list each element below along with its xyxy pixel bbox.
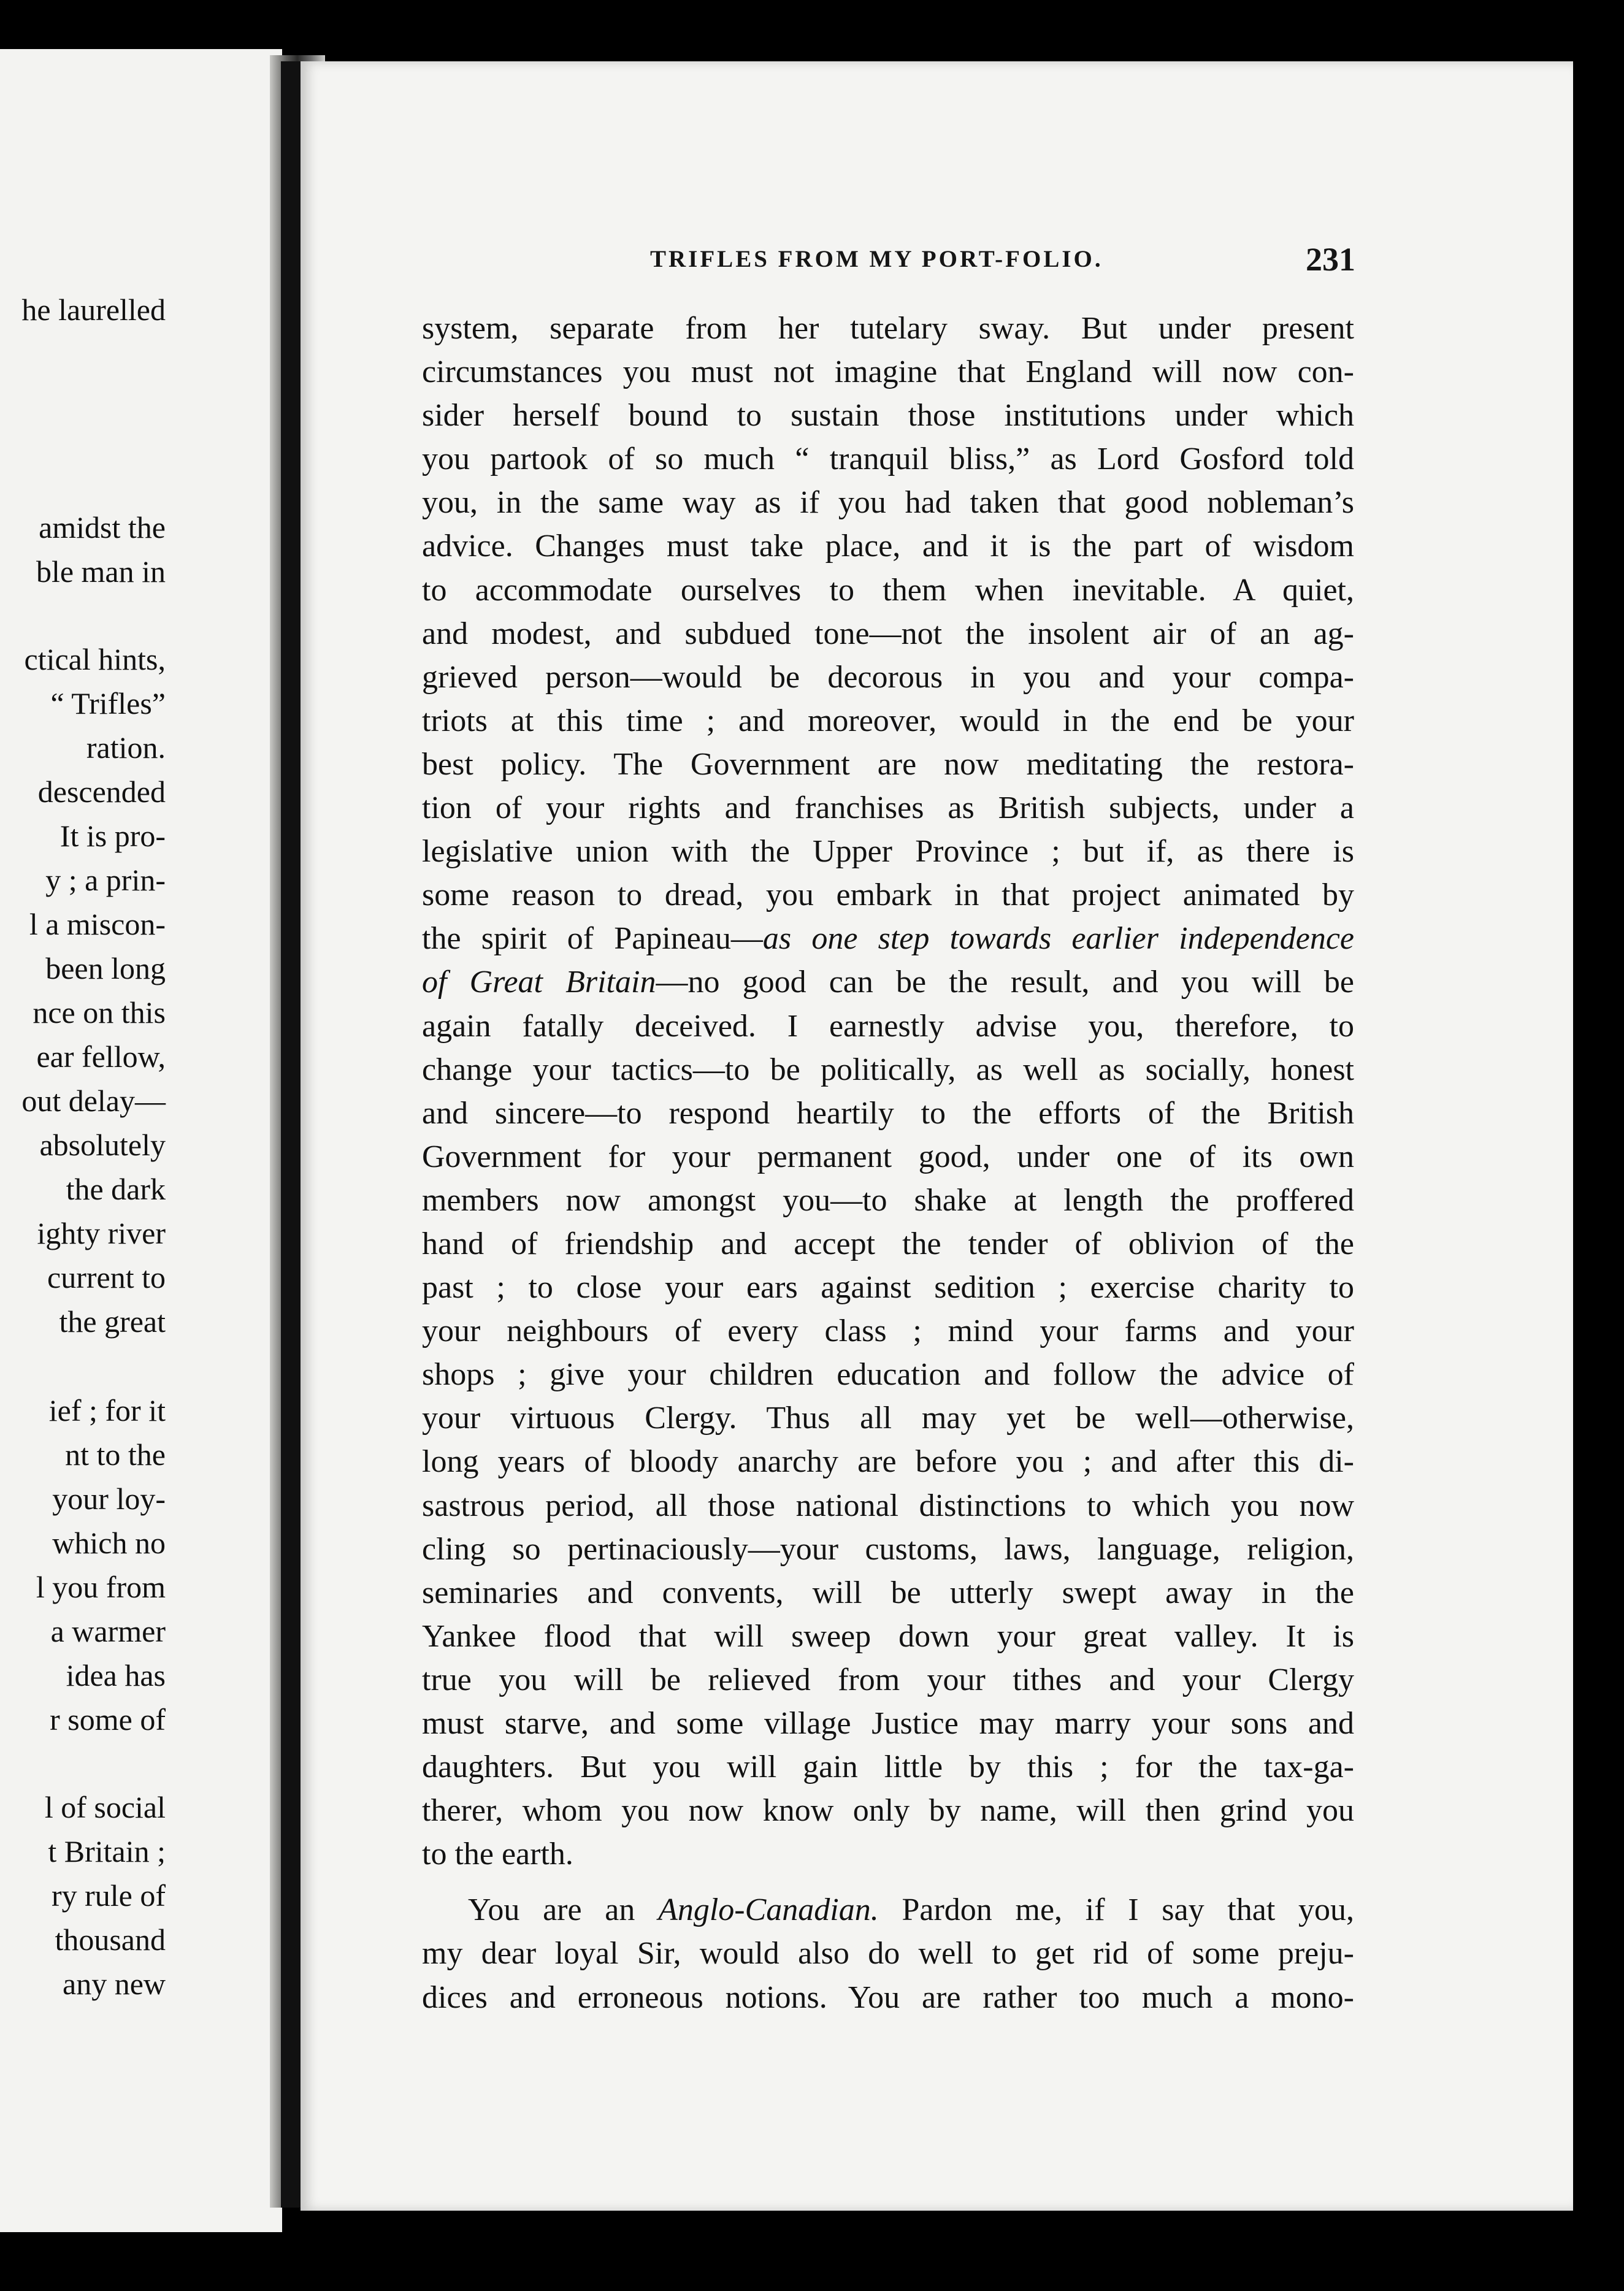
text-line: change your tactics—to be politically, as well as socially, honest (422, 1052, 1354, 1087)
text-segment: Pardon me, if I say that you, (878, 1892, 1354, 1928)
left-page-line: ry rule of (51, 1878, 166, 1913)
page-number: 231 (1306, 241, 1355, 278)
text-line: again fatally deceived. I earnestly advise you, therefore, to (422, 1008, 1354, 1044)
text-line: and sincere—to respond heartily to the efforts of the British (422, 1095, 1354, 1131)
text-line: long years of bloody anarchy are before you ; and after this di- (422, 1444, 1354, 1480)
left-page-line: a warmer (50, 1614, 166, 1648)
left-page-line: ighty river (37, 1216, 166, 1250)
text-line: your neighbours of every class ; mind your farms and your (422, 1314, 1354, 1349)
left-page-line: ration. (86, 730, 166, 765)
text-line (422, 1888, 1354, 1932)
text-line: cling so pertinaciously—your customs, laws, language, religion, (422, 1531, 1354, 1567)
text-line (422, 917, 1354, 960)
left-page-line: t Britain ; (48, 1834, 166, 1868)
text-line: sider herself bound to sustain those institutions under which (422, 398, 1354, 434)
text-line: true you will be relieved from your tithes and your Clergy (422, 1662, 1354, 1697)
text-line: tion of your rights and franchises as British subjects, under a (422, 790, 1354, 826)
left-page-line: ear fellow, (36, 1039, 166, 1074)
text-line: seminaries and convents, will be utterly swept away in the (422, 1575, 1354, 1610)
text-line: Yankee flood that will sweep down your great valley. It is (422, 1618, 1354, 1654)
left-page-line: he laurelled (21, 293, 166, 327)
left-page-line: which no (52, 1526, 166, 1560)
page-header (650, 241, 1355, 288)
text-segment: —no good can be the result, and you will be (656, 965, 1354, 1000)
text-line: circumstances you must not imagine that England will now con- (422, 354, 1354, 390)
running-head: TRIFLES FROM MY PORT-FOLIO. (650, 246, 1103, 272)
italic-phrase: of Great Britain (422, 965, 656, 1000)
text-line: daughters. But you will gain little by this ; for the tax-ga- (422, 1750, 1354, 1785)
text-line: Government for your permanent good, under one of its own (422, 1139, 1354, 1174)
text-line: you partook of so much “ tranquil bliss,” as Lord Gosford told (422, 442, 1354, 477)
left-page-line: idea has (66, 1658, 166, 1692)
left-page-line: ble man in (36, 554, 166, 589)
left-page-line: any new (63, 1967, 166, 2001)
left-page-line: ief ; for it (48, 1393, 166, 1428)
text-line: hand of friendship and accept the tender of oblivion of the (422, 1226, 1354, 1261)
left-page-line: been long (45, 951, 166, 985)
text-line: members now amongst you—to shake at length the proffered (422, 1182, 1354, 1218)
left-page-line: current to (47, 1260, 166, 1295)
left-page-line: out delay— (21, 1084, 166, 1118)
left-page-line: nt to the (65, 1437, 166, 1472)
left-page-line: “ Trifles” (50, 686, 166, 721)
left-page-line: nce on this (33, 995, 166, 1030)
left-page-line: y ; a prin- (45, 863, 166, 897)
body-text (422, 307, 1354, 2019)
left-page-line: l you from (36, 1570, 166, 1604)
text-line: must starve, and some village Justice may marry your sons and (422, 1706, 1354, 1741)
text-line: best policy. The Government are now meditating the restora- (422, 746, 1354, 782)
left-page-line: the great (59, 1304, 166, 1339)
left-page-line: l a miscon- (29, 907, 166, 941)
left-page-line: amidst the (39, 510, 166, 545)
text-line: shops ; give your children education and follow the advice of (422, 1357, 1354, 1393)
text-line: to accommodate ourselves to them when inevitable. A quiet, (422, 572, 1354, 608)
previous-page-fragment (0, 49, 282, 2232)
text-line: advice. Changes must take place, and it is the part of wisdom (422, 529, 1354, 564)
text-line: triots at this time ; and moreover, would in the end be your (422, 703, 1354, 738)
text-line: dices and erroneous notions. You are rather too much a mono- (422, 1979, 1354, 2015)
left-page-line: It is pro- (59, 819, 166, 853)
text-line: grieved person—would be decorous in you and your compa- (422, 659, 1354, 695)
text-line: therer, whom you now know only by name, will then grind you (422, 1793, 1354, 1829)
left-page-line: your loy- (52, 1482, 166, 1516)
paragraph-gap (422, 1876, 1354, 1888)
text-line: to the earth. (422, 1837, 573, 1872)
text-line: my dear loyal Sir, would also do well to get rid of some preju- (422, 1936, 1354, 1972)
text-line: system, separate from her tutelary sway. But under present (422, 311, 1354, 346)
text-line: and modest, and subdued tone—not the insolent air of an ag- (422, 616, 1354, 651)
italic-phrase: Anglo-Canadian. (658, 1892, 879, 1928)
text-segment: You are an (468, 1892, 659, 1928)
italic-phrase: as one step towards earlier independence (762, 921, 1354, 957)
left-page-bleedthrough (0, 337, 166, 374)
text-line: past ; to close your ears against sedition ; exercise charity to (422, 1270, 1354, 1306)
left-page-line: r some of (50, 1702, 166, 1737)
text-line (422, 960, 1354, 1004)
text-line: sastrous period, all those national distinctions to which you now (422, 1488, 1354, 1523)
text-segment: the spirit of Papineau— (422, 921, 763, 957)
text-line: some reason to dread, you embark in that project animated by (422, 878, 1354, 913)
left-page-line: absolutely (39, 1128, 166, 1162)
left-page-line: thousand (55, 1922, 166, 1957)
gutter-shadow (281, 61, 303, 2208)
text-line: legislative union with the Upper Province ; but if, as there is (422, 834, 1354, 870)
left-page-line: l of social (44, 1790, 166, 1824)
text-line: your virtuous Clergy. Thus all may yet be well—otherwise, (422, 1401, 1354, 1436)
text-line: you, in the same way as if you had taken that good nobleman’s (422, 485, 1354, 521)
left-page-line: descended (37, 775, 166, 809)
left-page-line: the dark (66, 1172, 166, 1206)
left-page-line: ctical hints, (24, 642, 166, 676)
